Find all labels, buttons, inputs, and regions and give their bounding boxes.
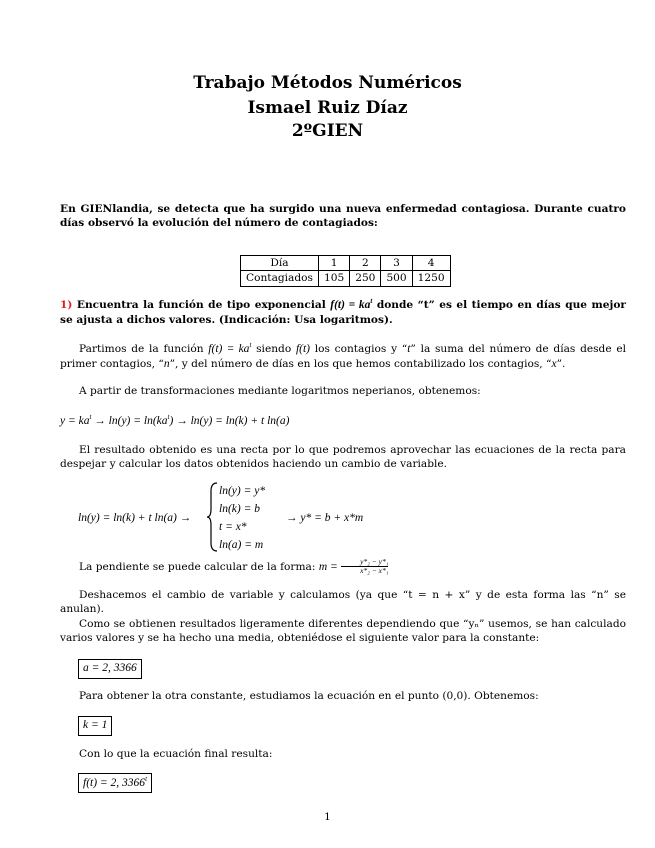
paragraph-final: Con lo que la ecuación final resulta: (79, 748, 273, 760)
system-rhs: → y* = b + x*m (286, 512, 364, 524)
author-name: Ismael Ruiz Díaz (247, 98, 408, 118)
table-cell: 500 (381, 271, 412, 286)
question-formula: $f(t) = ka^t$ (330, 297, 373, 311)
table-cell: 4 (412, 256, 450, 271)
slope-fraction: $\frac{\text{y*₂ − y*₁}}{\text{x*₂ − x*₁}}$ (341, 558, 388, 576)
equation-log-transform: $y = ka^t \to \ln(y) = \ln(ka^t) \to \ln(y) = \ln(k) + t$ ln(a) (60, 413, 290, 427)
system-line-3: t = x* (219, 521, 247, 533)
table-cell: 1 (318, 256, 349, 271)
table-header-cell: Contagiados (241, 271, 319, 286)
paragraph-logarithms: A partir de transformaciones mediante logaritmos neperianos, obtenemos: (79, 385, 481, 397)
system-line-4: ln(a) = m (219, 539, 264, 551)
table-row (241, 256, 451, 271)
paragraph-point: Para obtener la otra constante, estudiamos la ecuación en el punto (0,0). Obtenemos: (79, 690, 539, 702)
page-number: 1 (324, 811, 331, 823)
result-f-box: f(t) = 2, 3366$^t$ (78, 773, 152, 793)
result-a-box: a = 2, 3366 (78, 659, 142, 679)
system-line-2: ln(k) = b (219, 503, 260, 515)
contagion-table (240, 255, 451, 287)
question-text-b: donde “t” es el tiempo en días que mejor se ajusta a dichos valores. (Indicación: Usa logaritmos). (60, 298, 626, 327)
table-cell: 1250 (412, 271, 450, 286)
result-k-box: k = 1 (78, 716, 112, 736)
paragraph-slope: La pendiente se puede calcular de la forma: m = $\frac{\text{y*₂ − y*₁}}{\text{x*₂ − x*₁}}$ (79, 557, 389, 576)
question-1 (60, 297, 626, 328)
intro-paragraph: En GIENlandia, se detecta que ha surgido una nueva enfermedad contagiosa. Durante cuatro días observó la evolución del número de contagiados: (60, 203, 626, 230)
table-cell: 250 (350, 271, 381, 286)
document-title: Trabajo Métodos Numéricos (193, 73, 462, 93)
paragraph-function: Partimos de la función $f(t) = ka^t$ siendo f(t) los contagios y “t” la suma del número de días desde el primer contagios, “n”, y del número de días en los que hemos contabilizado los contagios, “x”. (60, 341, 626, 371)
course-label: 2ºGIEN (291, 121, 364, 141)
paragraph-average: Como se obtienen resultados ligeramente diferentes dependiendo que “yₙ” usemos, se han calculado varios valores y se ha hecho una media, obteniédose el siguiente valor para la constante: (60, 618, 626, 645)
system-line-1: ln(y) = y* (219, 485, 266, 497)
table-cell: 2 (350, 256, 381, 271)
table-cell: 105 (318, 271, 349, 286)
system-lhs: ln(y) = ln(k) + t ln(a) → (78, 512, 192, 524)
left-brace-icon (207, 481, 219, 553)
table-row (241, 271, 451, 286)
question-number: 1) (60, 298, 73, 311)
paragraph-undo: Deshacemos el cambio de variable y calculamos (ya que “t = n + x” y de esta forma las “n” se anulan). (60, 589, 626, 616)
table-cell: 3 (381, 256, 412, 271)
table-header-cell: Día (241, 256, 319, 271)
question-text-a: Encuentra la función de tipo exponencial (76, 298, 326, 311)
paragraph-line: El resultado obtenido es una recta por lo que podremos aprovechar las ecuaciones de la recta para despejar y calcular los datos obtenidos haciendo un cambio de variable. (60, 444, 626, 471)
